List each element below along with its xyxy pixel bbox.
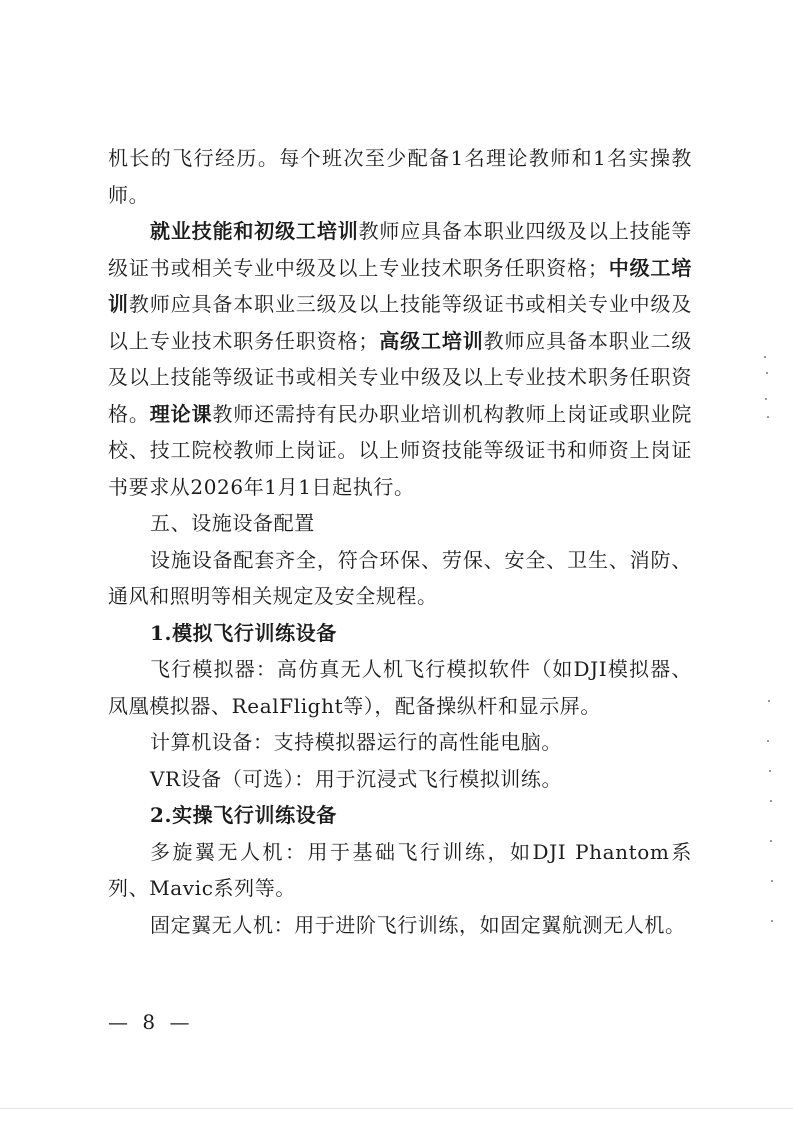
scan-speck [770,840,772,842]
text-segment: 教师应具备本职业四级及以上技能等级证书或相关专业中级及以上专业技术职务任职资格； [108,219,692,280]
bold-term-theory: 理论课 [149,401,213,426]
scan-speck [767,740,769,742]
scan-speck [771,880,773,882]
scan-speck [770,800,772,802]
bold-term-entry-level: 就业技能和初级工培训 [150,219,359,243]
scan-edge-line [0,1108,793,1109]
scan-speck [766,372,768,374]
paragraph-vr-equipment: VR设备（可选）：用于沉浸式飞行模拟训练。 [150,766,563,791]
scan-speck [764,356,766,358]
paragraph-continuation: 机长的飞行经历。每个班次至少配备1名理论教师和1名实操教师。 [108,146,692,207]
paragraph-computer-equipment: 计算机设备：支持模拟器运行的高性能电脑。 [150,730,562,754]
text-segment: 教师还需持有民办职业培训机构教师上岗证或职业院校、技工院校教师上岗证。以上师资技能等级证书和师资上岗证书要求从2026年1月1日起执行。 [108,401,692,499]
text-segment: 教师应具备本职业二级及以上技能等级证书或相关专业中级及以上专业技术职务任职资格。 [108,328,693,426]
scan-speck [765,398,767,400]
paragraph-facilities: 设施设备配套齐全，符合环保、劳保、安全、卫生、消防、通风和照明等相关规定及安全规程。 [108,547,692,608]
scan-speck [769,770,771,772]
section-heading: 五、设施设备配置 [150,511,315,535]
bold-term-intermediate: 中级工培训 [108,255,692,316]
document-body [108,140,692,943]
text-segment: 教师应具备本职业三级及以上技能等级证书或相关专业中级及以上专业技术职务任职资格； [108,292,692,353]
scan-speck [771,920,773,922]
subheading-practical-equipment: 2.实操飞行训练设备 [150,803,337,827]
paragraph-teacher-qualifications [108,213,692,505]
bold-term-advanced: 高级工培训 [379,328,484,353]
scan-speck [768,700,770,702]
subheading-simulation-equipment: 1.模拟飞行训练设备 [150,620,337,645]
scan-speck [767,416,769,418]
paragraph-fixed-wing-drone: 固定翼无人机：用于进阶飞行训练，如固定翼航测无人机。 [150,912,686,937]
paragraph-multirotor-drone: 多旋翼无人机：用于基础飞行训练，如DJI Phantom系列、Mavic系列等。 [108,839,692,900]
page-number: — 8 — [108,1010,194,1034]
paragraph-flight-simulator: 飞行模拟器：高仿真无人机飞行模拟软件（如DJI模拟器、凤凰模拟器、RealFlight等），配备操纵杆和显示屏。 [108,657,692,718]
